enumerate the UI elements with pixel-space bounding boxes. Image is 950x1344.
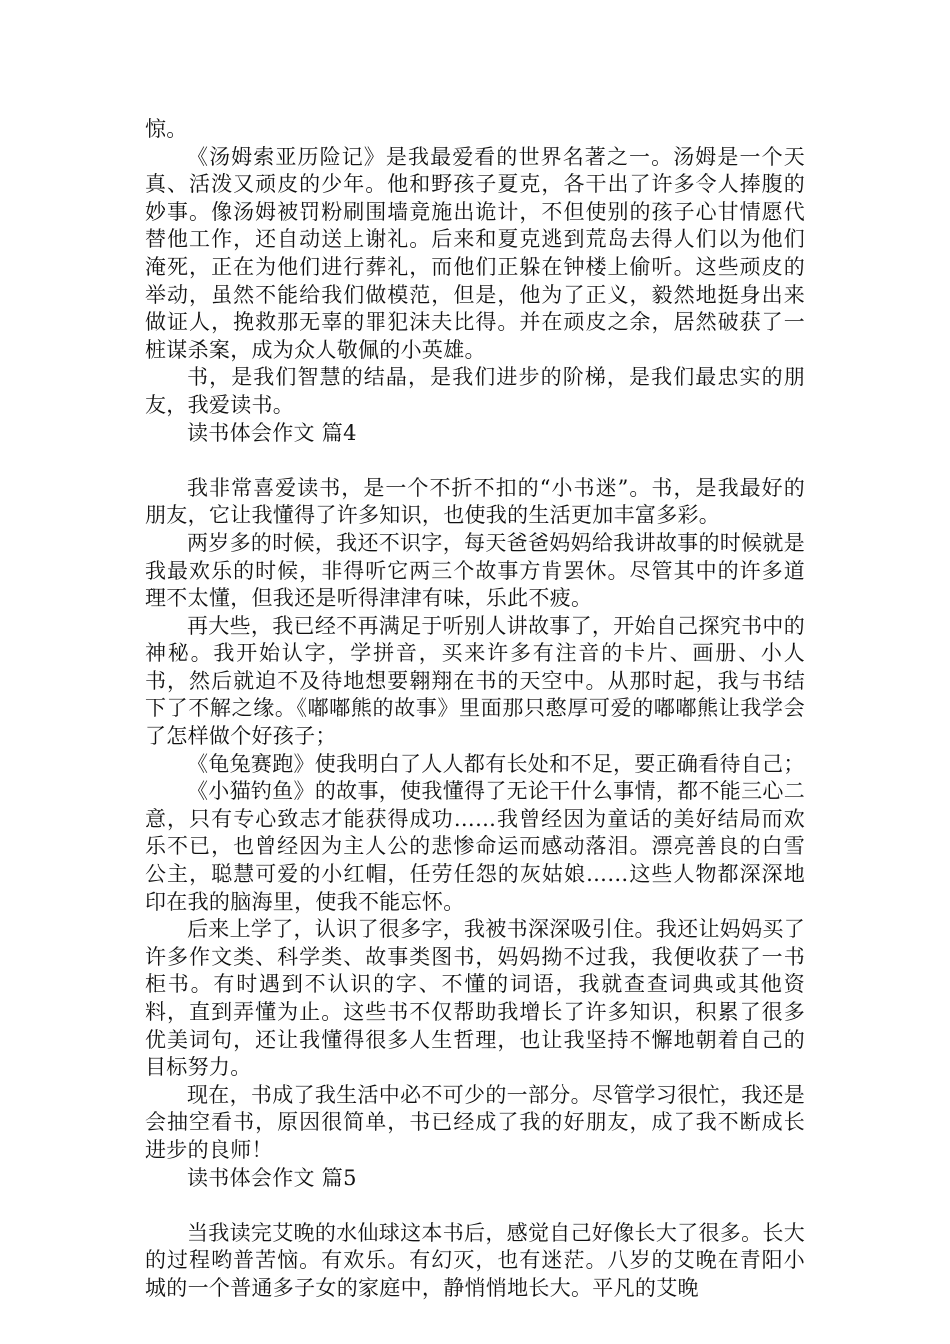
paragraph-continuation: 惊。 (145, 117, 188, 141)
paragraph-bookworm: 我非常喜爱读书，是一个不折不扣的“小书迷”。书，是我最好的朋友，它让我懂得了许多知识，也使我的生活更加丰富多彩。 (145, 475, 805, 528)
section-heading-5: 读书体会作文 篇5 (187, 1165, 357, 1190)
section-heading-4: 读书体会作文 篇4 (187, 420, 357, 445)
paragraph-age-two: 两岁多的时候，我还不识字，每天爸爸妈妈给我讲故事的时候就是我最欢乐的时候，非得听它两三个故事方肯罢休。尽管其中的许多道理不太懂，但我还是听得津津有味，乐此不疲。 (145, 530, 805, 611)
paragraph-now: 现在，书成了我生活中必不可少的一部分。尽管学习很忙，我还是会抽空看书，原因很简单，书已经成了我的好朋友，成了我不断成长进步的良师！ (145, 1082, 805, 1162)
blank-line (145, 447, 805, 475)
paragraph-growing-up: 再大些，我已经不再满足于听别人讲故事了，开始自己探究书中的神秘。我开始认字，学拼音，买来许多有注音的卡片、画册、小人书，然后就迫不及待地想要翱翔在书的天空中。从那时起，我与书结下了不解之缘。《嘟嘟熊的故事》里面那只憨厚可爱的嘟嘟熊让我学会了怎样做个好孩子； (145, 613, 805, 749)
paragraph-school: 后来上学了，认识了很多字，我被书深深吸引住。我还让妈妈买了许多作文类、科学类、故事类图书，妈妈拗不过我，我便收获了一书柜书。有时遇到不认识的字、不懂的词语，我就查查词典或其他资料，直到弄懂为止。这些书不仅帮助我增长了许多知识，积累了很多优美词句，还让我懂得很多人生哲理，也让我坚持不懈地朝着自己的目标努力。 (145, 917, 805, 1080)
paragraph-kitten-fishing: 《小猫钓鱼》的故事，使我懂得了无论干什么事情，都不能三心二意，只有专心致志才能获得成功……我曾经因为童话的美好结局而欢乐不已，也曾经因为主人公的悲惨命运而感动落泪。漂亮善良的白雪公主，聪慧可爱的小红帽，任劳任怨的灰姑娘……这些人物都深深地印在我的脑海里，使我不能忘怀。 (145, 779, 805, 914)
document-body (145, 116, 805, 1303)
paragraph-tortoise-hare: 《龟兔赛跑》使我明白了人人都有长处和不足，要正确看待自己； (187, 751, 805, 776)
blank-line (145, 1192, 805, 1220)
paragraph-tom-sawyer: 《汤姆索亚历险记》是我最爱看的世界名著之一。汤姆是一个天真、活泼又顽皮的少年。他和野孩子夏克，各干出了许多令人捧腹的妙事。像汤姆被罚粉刷围墙竟施出诡计，不但使别的孩子心甘情愿代替他工作，还自动送上谢礼。后来和夏克逃到荒岛去得人们以为他们淹死，正在为他们进行葬礼，而他们正躲在钟楼上偷听。这些顽皮的举动，虽然不能给我们做模范，但是，他为了正义，毅然地挺身出来做证人，挽救那无辜的罪犯沫夫比得。并在顽皮之余，居然破获了一桩谋杀案，成为众人敬佩的小英雄。 (145, 144, 805, 362)
paragraph-narcissus: 当我读完艾晚的水仙球这本书后，感觉自己好像长大了很多。长大的过程哟普苦恼。有欢乐。有幻灭，也有迷茫。八岁的艾晚在青阳小城的一个普通多子女的家庭中，静悄悄地长大。平凡的艾晚 (145, 1220, 805, 1300)
paragraph-love-reading: 书，是我们智慧的结晶，是我们进步的阶梯，是我们最忠实的朋友，我爱读书。 (145, 365, 805, 417)
